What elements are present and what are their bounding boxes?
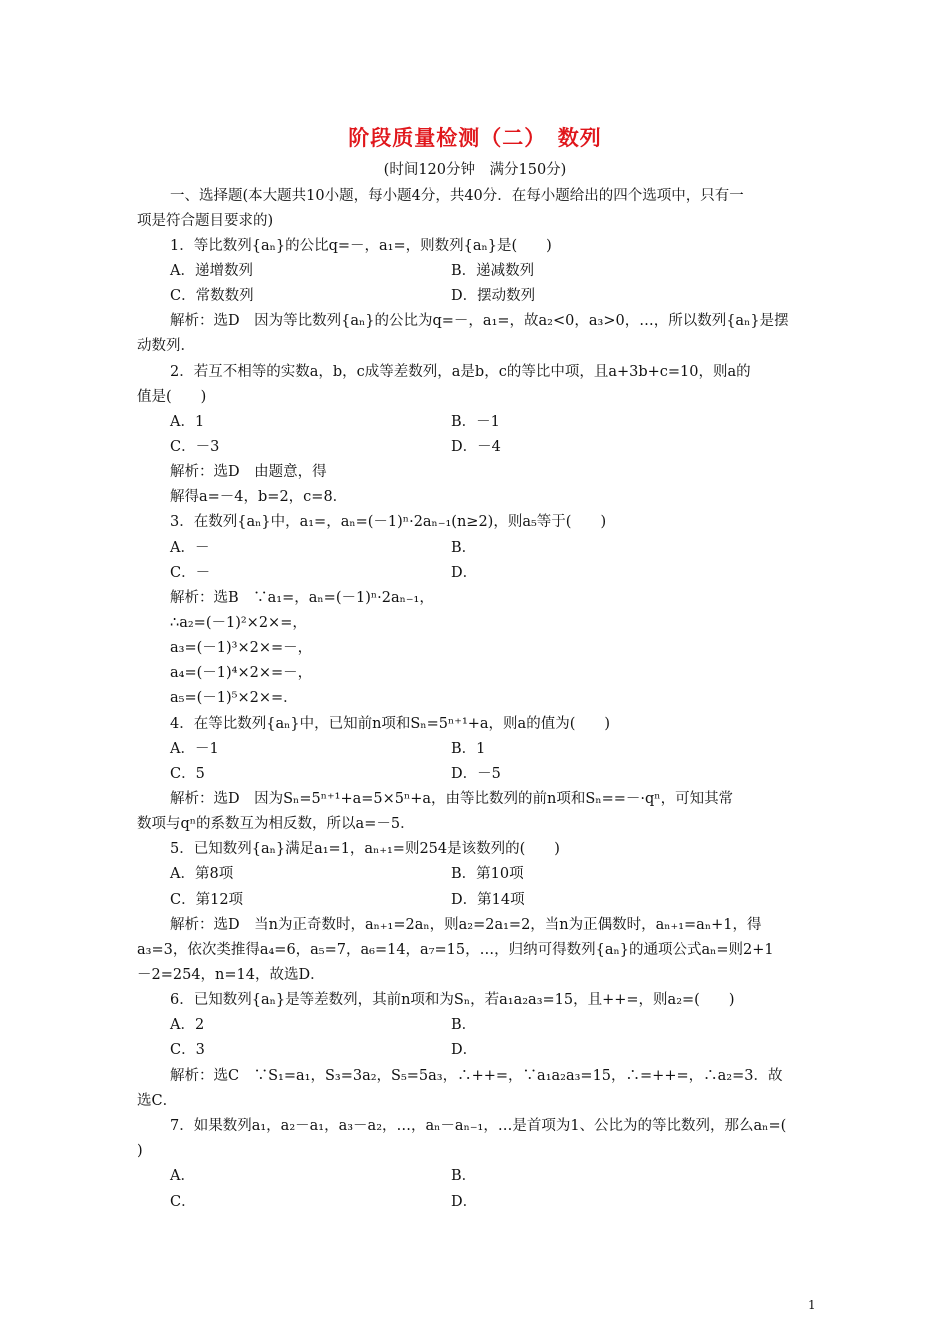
q3-solution-step: ∴a₂=(－1)²×2×=， — [170, 615, 307, 631]
q2-option-d: D．－4 — [451, 439, 501, 455]
q6-solution-cont: 选C． — [137, 1093, 178, 1109]
q5-solution-cont: －2=254，n=14，故选D． — [137, 967, 325, 983]
section-intro-cont: 项是符合题目要求的) — [137, 213, 274, 229]
q7-option-a: A． — [170, 1168, 195, 1184]
q5-option-b: B．第10项 — [451, 866, 524, 882]
page-title: 阶段质量检测（二） 数列 — [348, 126, 602, 150]
q3-option-c: C．－ — [170, 565, 211, 581]
q4-stem: 4．在等比数列{aₙ}中，已知前n项和Sₙ=5ⁿ⁺¹+a，则a的值为( ) — [170, 716, 611, 732]
q1-stem: 1．等比数列{aₙ}的公比q=－，a₁=，则数列{aₙ}是( ) — [170, 238, 552, 254]
page-number: 1 — [808, 1298, 816, 1312]
q7-option-d: D． — [451, 1194, 478, 1210]
section-intro: 一、选择题(本大题共10小题，每小题4分，共40分．在每小题给出的四个选项中，只有一 — [170, 188, 744, 204]
q6-option-a: A．2 — [170, 1017, 205, 1033]
q4-option-b: B．1 — [451, 741, 486, 757]
q5-solution: 解析：选D 当n为正奇数时，aₙ₊₁=2aₙ，则a₂=2a₁=2，当n为正偶数时，aₙ₊₁=aₙ+1，得 — [170, 917, 762, 933]
q6-solution: 解析：选C ∵S₁=a₁，S₃=3a₂，S₅=5a₃，∴++=，∵a₁a₂a₃=15，∴=++=，∴a₂=3．故 — [170, 1068, 783, 1084]
q3-stem: 3．在数列{aₙ}中，a₁=，aₙ=(－1)ⁿ·2aₙ₋₁(n≥2)，则a₅等于( ) — [170, 514, 607, 530]
q3-solution-step: a₅=(－1)⁵×2×=． — [170, 690, 298, 706]
q2-solution: 解析：选D 由题意，得 — [170, 464, 327, 480]
q1-solution-cont: 动数列． — [137, 338, 195, 354]
q4-option-c: C．5 — [170, 766, 205, 782]
q6-option-b: B． — [451, 1017, 477, 1033]
q5-option-d: D．第14项 — [451, 892, 525, 908]
q7-option-c: C． — [170, 1194, 196, 1210]
page-subtitle: (时间120分钟 满分150分) — [383, 162, 567, 178]
q1-option-b: B．递减数列 — [451, 263, 535, 279]
q3-solution: 解析：选B ∵a₁=，aₙ=(－1)ⁿ·2aₙ₋₁， — [170, 590, 434, 606]
q5-option-a: A．第8项 — [170, 866, 234, 882]
q3-option-b: B． — [451, 540, 477, 556]
q4-solution-cont: 数项与qⁿ的系数互为相反数，所以a=－5． — [137, 816, 415, 832]
q2-option-b: B．－1 — [451, 414, 500, 430]
q2-stem: 2．若互不相等的实数a，b，c成等差数列，a是b，c的等比中项，且a+3b+c=10，则a的 — [170, 364, 751, 380]
q6-stem: 6．已知数列{aₙ}是等差数列，其前n项和为Sₙ，若a₁a₂a₃=15，且++=，则a₂=( ) — [170, 992, 735, 1008]
q5-option-c: C．第12项 — [170, 892, 244, 908]
q6-option-c: C．3 — [170, 1042, 205, 1058]
q7-stem: 7．如果数列a₁，a₂－a₁，a₃－a₂，…，aₙ－aₙ₋₁，…是首项为1、公比为的等比数列，那么aₙ=( — [170, 1118, 787, 1134]
q3-option-d: D． — [451, 565, 478, 581]
q2-option-a: A．1 — [170, 414, 205, 430]
q7-stem-cont: ) — [137, 1143, 143, 1159]
q3-option-a: A．－ — [170, 540, 210, 556]
q3-solution-step: a₃=(－1)³×2×=－， — [170, 640, 313, 656]
q4-option-d: D．－5 — [451, 766, 501, 782]
q6-option-d: D． — [451, 1042, 478, 1058]
q3-solution-step: a₄=(－1)⁴×2×=－， — [170, 665, 313, 681]
q1-solution: 解析：选D 因为等比数列{aₙ}的公比为q=－，a₁=，故a₂<0，a₃>0，…，所以数列{aₙ}是摆 — [170, 313, 789, 329]
q5-stem: 5．已知数列{aₙ}满足a₁=1，aₙ₊₁=则254是该数列的( ) — [170, 841, 560, 857]
q1-option-c: C．常数数列 — [170, 288, 254, 304]
q2-option-c: C．－3 — [170, 439, 220, 455]
q4-option-a: A．－1 — [170, 741, 219, 757]
q2-stem-cont: 值是( ) — [137, 389, 207, 405]
q7-option-b: B． — [451, 1168, 477, 1184]
q1-option-a: A．递增数列 — [170, 263, 253, 279]
q5-solution-cont: a₃=3，依次类推得a₄=6，a₅=7，a₆=14，a₇=15，…，归纳可得数列{aₙ}的通项公式aₙ=则2+1 — [137, 942, 774, 958]
q2-solution-cont: 解得a=－4，b=2，c=8． — [170, 489, 348, 505]
q4-solution: 解析：选D 因为Sₙ=5ⁿ⁺¹+a=5×5ⁿ+a，由等比数列的前n项和Sₙ==－·qⁿ，可知其常 — [170, 791, 734, 807]
q1-option-d: D．摆动数列 — [451, 288, 536, 304]
